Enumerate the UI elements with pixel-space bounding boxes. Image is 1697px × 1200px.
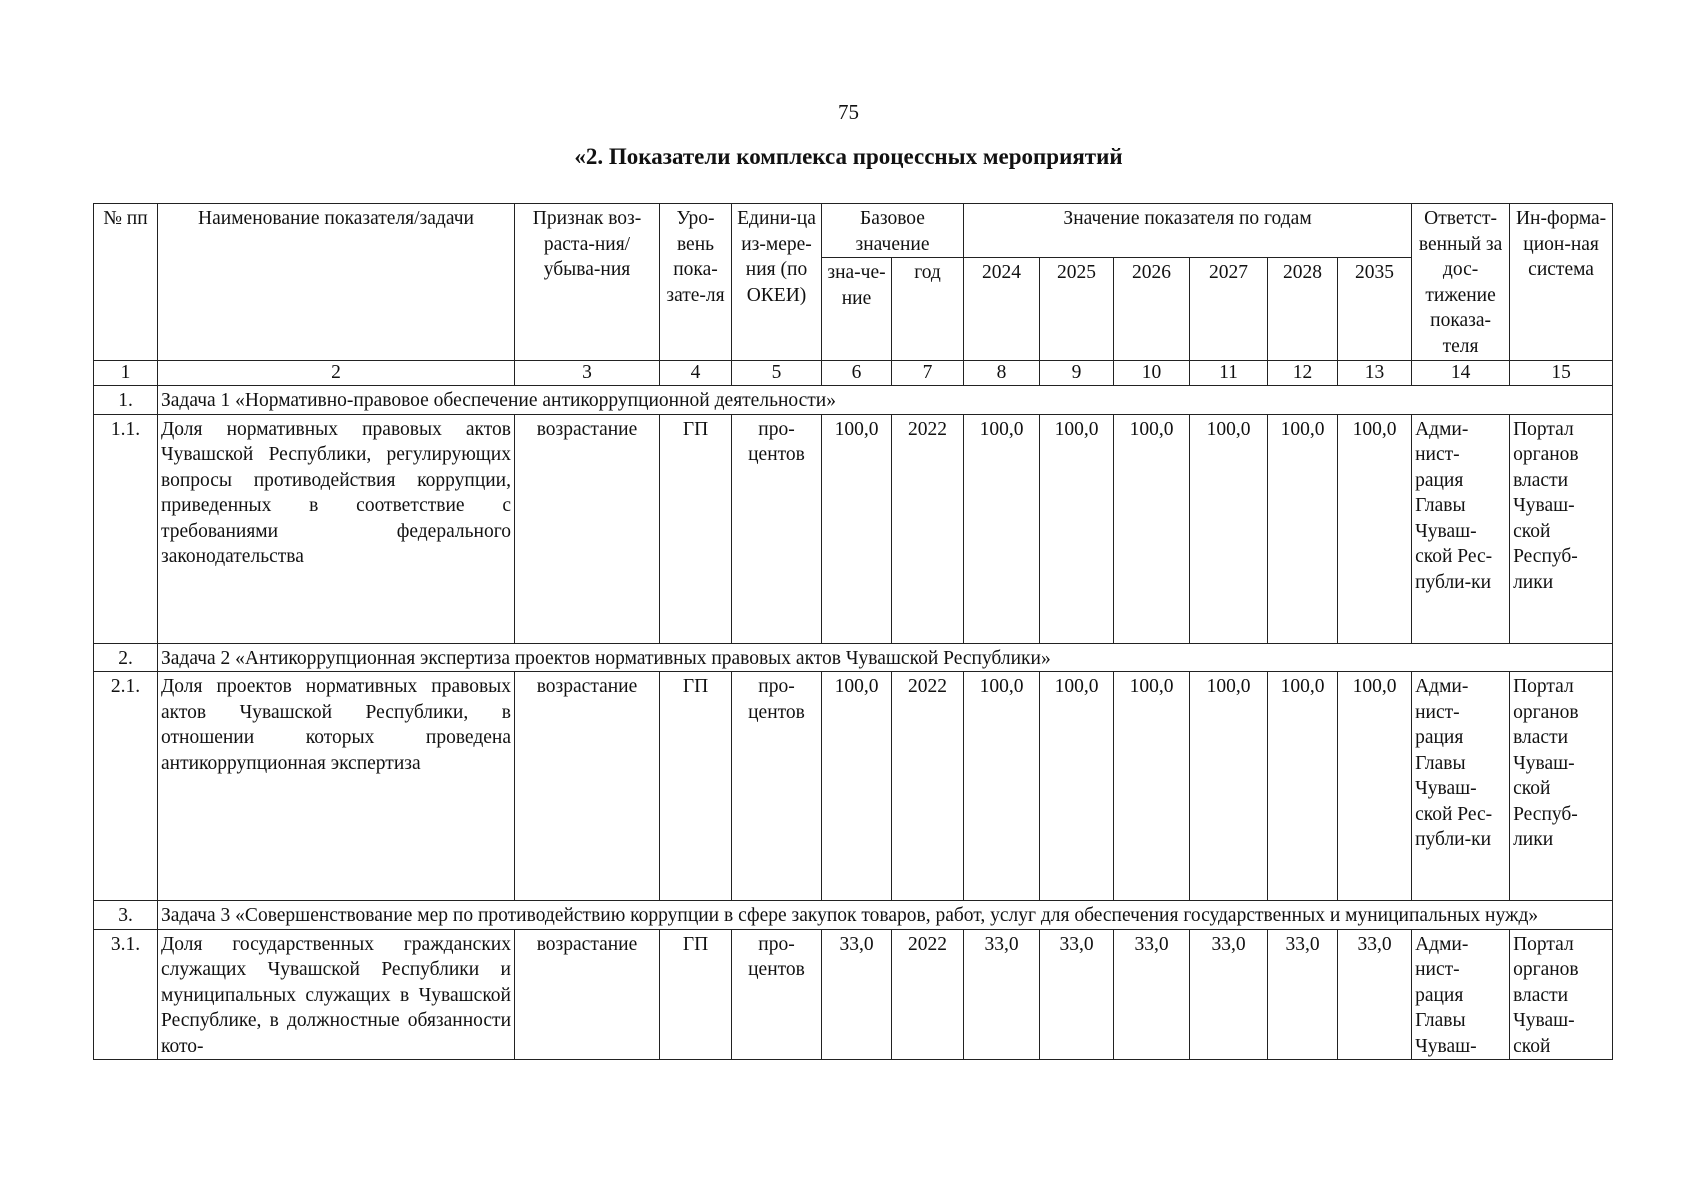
header-trend: Признак воз-раста-ния/убыва-ния — [515, 204, 660, 361]
indicator-responsible: Адми-нист-рация Главы Чуваш-ской Рес-публи-ки — [1412, 414, 1510, 643]
header-year: 2035 — [1338, 258, 1412, 361]
indicator-value-2024: 100,0 — [964, 672, 1040, 901]
task-title: Задача 3 «Совершенствование мер по противодействию коррупции в сфере закупок товаров, работ, услуг для обеспечения государственных и муниципальных нужд» — [158, 901, 1613, 930]
task-num: 2. — [94, 643, 158, 672]
indicator-value-2026: 33,0 — [1114, 929, 1190, 1060]
column-number: 14 — [1412, 361, 1510, 386]
task-num: 3. — [94, 901, 158, 930]
header-base: Базовое значение — [822, 204, 964, 258]
indicator-name: Доля проектов нормативных правовых актов Чувашской Республики, в отношении которых проведена антикоррупционная экспертиза — [158, 672, 515, 901]
indicator-name: Доля нормативных правовых актов Чувашской Республики, регулирующих вопросы противодействия коррупции, приведенных в соответствие с требованиями федерального законодательства — [158, 414, 515, 643]
indicator-base-year: 2022 — [892, 414, 964, 643]
indicator-level: ГП — [660, 672, 732, 901]
indicator-value-2027: 100,0 — [1190, 672, 1268, 901]
column-number: 12 — [1268, 361, 1338, 386]
column-number: 8 — [964, 361, 1040, 386]
indicator-unit: про-центов — [732, 929, 822, 1060]
column-number: 5 — [732, 361, 822, 386]
header-responsible: Ответст-венный за дос-тижение показа-теля — [1412, 204, 1510, 361]
indicator-value-2028: 100,0 — [1268, 672, 1338, 901]
indicator-info-system: Портал органов власти Чуваш-ской — [1510, 929, 1613, 1060]
indicator-unit: про-центов — [732, 672, 822, 901]
indicator-num: 1.1. — [94, 414, 158, 643]
column-number: 7 — [892, 361, 964, 386]
indicator-row — [94, 929, 1613, 1060]
column-number: 15 — [1510, 361, 1613, 386]
column-number: 6 — [822, 361, 892, 386]
indicator-value-2027: 33,0 — [1190, 929, 1268, 1060]
task-num: 1. — [94, 386, 158, 415]
indicator-value-2025: 33,0 — [1040, 929, 1114, 1060]
indicator-row — [94, 672, 1613, 901]
task-title: Задача 2 «Антикоррупционная экспертиза проектов нормативных правовых актов Чувашской Республики» — [158, 643, 1613, 672]
indicator-level: ГП — [660, 414, 732, 643]
header-year: 2027 — [1190, 258, 1268, 361]
task-row — [94, 643, 1613, 672]
page-number: 75 — [838, 100, 859, 124]
indicator-name: Доля государственных гражданских служащих Чувашской Республики и муниципальных служащих в Чувашской Республике, в должностные обязанности кото- — [158, 929, 515, 1060]
indicator-info-system: Портал органов власти Чуваш-ской Респуб-лики — [1510, 414, 1613, 643]
indicator-unit: про-центов — [732, 414, 822, 643]
header-years-group: Значение показателя по годам — [964, 204, 1412, 258]
header-num: № пп — [94, 204, 158, 361]
column-number: 2 — [158, 361, 515, 386]
column-number: 13 — [1338, 361, 1412, 386]
indicator-responsible: Адми-нист-рация Главы Чуваш- — [1412, 929, 1510, 1060]
header-year: 2028 — [1268, 258, 1338, 361]
indicator-level: ГП — [660, 929, 732, 1060]
header-base-value: зна-че-ние — [822, 258, 892, 361]
header-name: Наименование показателя/задачи — [158, 204, 515, 361]
indicator-value-2026: 100,0 — [1114, 414, 1190, 643]
column-number: 10 — [1114, 361, 1190, 386]
indicator-value-2028: 100,0 — [1268, 414, 1338, 643]
indicator-responsible: Адми-нист-рация Главы Чуваш-ской Рес-публи-ки — [1412, 672, 1510, 901]
header-level: Уро-вень пока-зате-ля — [660, 204, 732, 361]
indicator-value-2035: 100,0 — [1338, 414, 1412, 643]
indicator-base-year: 2022 — [892, 929, 964, 1060]
table-header-row — [94, 204, 1613, 258]
task-title: Задача 1 «Нормативно-правовое обеспечение антикоррупционной деятельности» — [158, 386, 1613, 415]
column-number: 3 — [515, 361, 660, 386]
indicator-num: 3.1. — [94, 929, 158, 1060]
indicator-value-2026: 100,0 — [1114, 672, 1190, 901]
indicator-base-value: 100,0 — [822, 672, 892, 901]
indicator-base-year: 2022 — [892, 672, 964, 901]
column-number-row — [94, 361, 1613, 386]
indicator-value-2025: 100,0 — [1040, 672, 1114, 901]
column-number: 4 — [660, 361, 732, 386]
header-year: 2026 — [1114, 258, 1190, 361]
indicator-value-2028: 33,0 — [1268, 929, 1338, 1060]
task-row — [94, 901, 1613, 930]
indicator-value-2035: 100,0 — [1338, 672, 1412, 901]
column-number: 9 — [1040, 361, 1114, 386]
indicator-trend: возрастание — [515, 929, 660, 1060]
indicators-table — [93, 203, 1613, 1060]
indicator-value-2025: 100,0 — [1040, 414, 1114, 643]
column-number: 11 — [1190, 361, 1268, 386]
indicator-value-2027: 100,0 — [1190, 414, 1268, 643]
indicator-trend: возрастание — [515, 414, 660, 643]
column-number: 1 — [94, 361, 158, 386]
header-base-year: год — [892, 258, 964, 361]
indicator-trend: возрастание — [515, 672, 660, 901]
header-year: 2025 — [1040, 258, 1114, 361]
header-unit: Едини-ца из-мере-ния (по ОКЕИ) — [732, 204, 822, 361]
indicator-info-system: Портал органов власти Чуваш-ской Респуб-лики — [1510, 672, 1613, 901]
header-year: 2024 — [964, 258, 1040, 361]
indicator-num: 2.1. — [94, 672, 158, 901]
indicator-row — [94, 414, 1613, 643]
indicator-base-value: 33,0 — [822, 929, 892, 1060]
indicator-base-value: 100,0 — [822, 414, 892, 643]
indicator-value-2024: 33,0 — [964, 929, 1040, 1060]
task-row — [94, 386, 1613, 415]
indicator-value-2024: 100,0 — [964, 414, 1040, 643]
section-title: «2. Показатели комплекса процессных мероприятий — [574, 144, 1123, 169]
header-info-system: Ин-форма-цион-ная система — [1510, 204, 1613, 361]
indicator-value-2035: 33,0 — [1338, 929, 1412, 1060]
